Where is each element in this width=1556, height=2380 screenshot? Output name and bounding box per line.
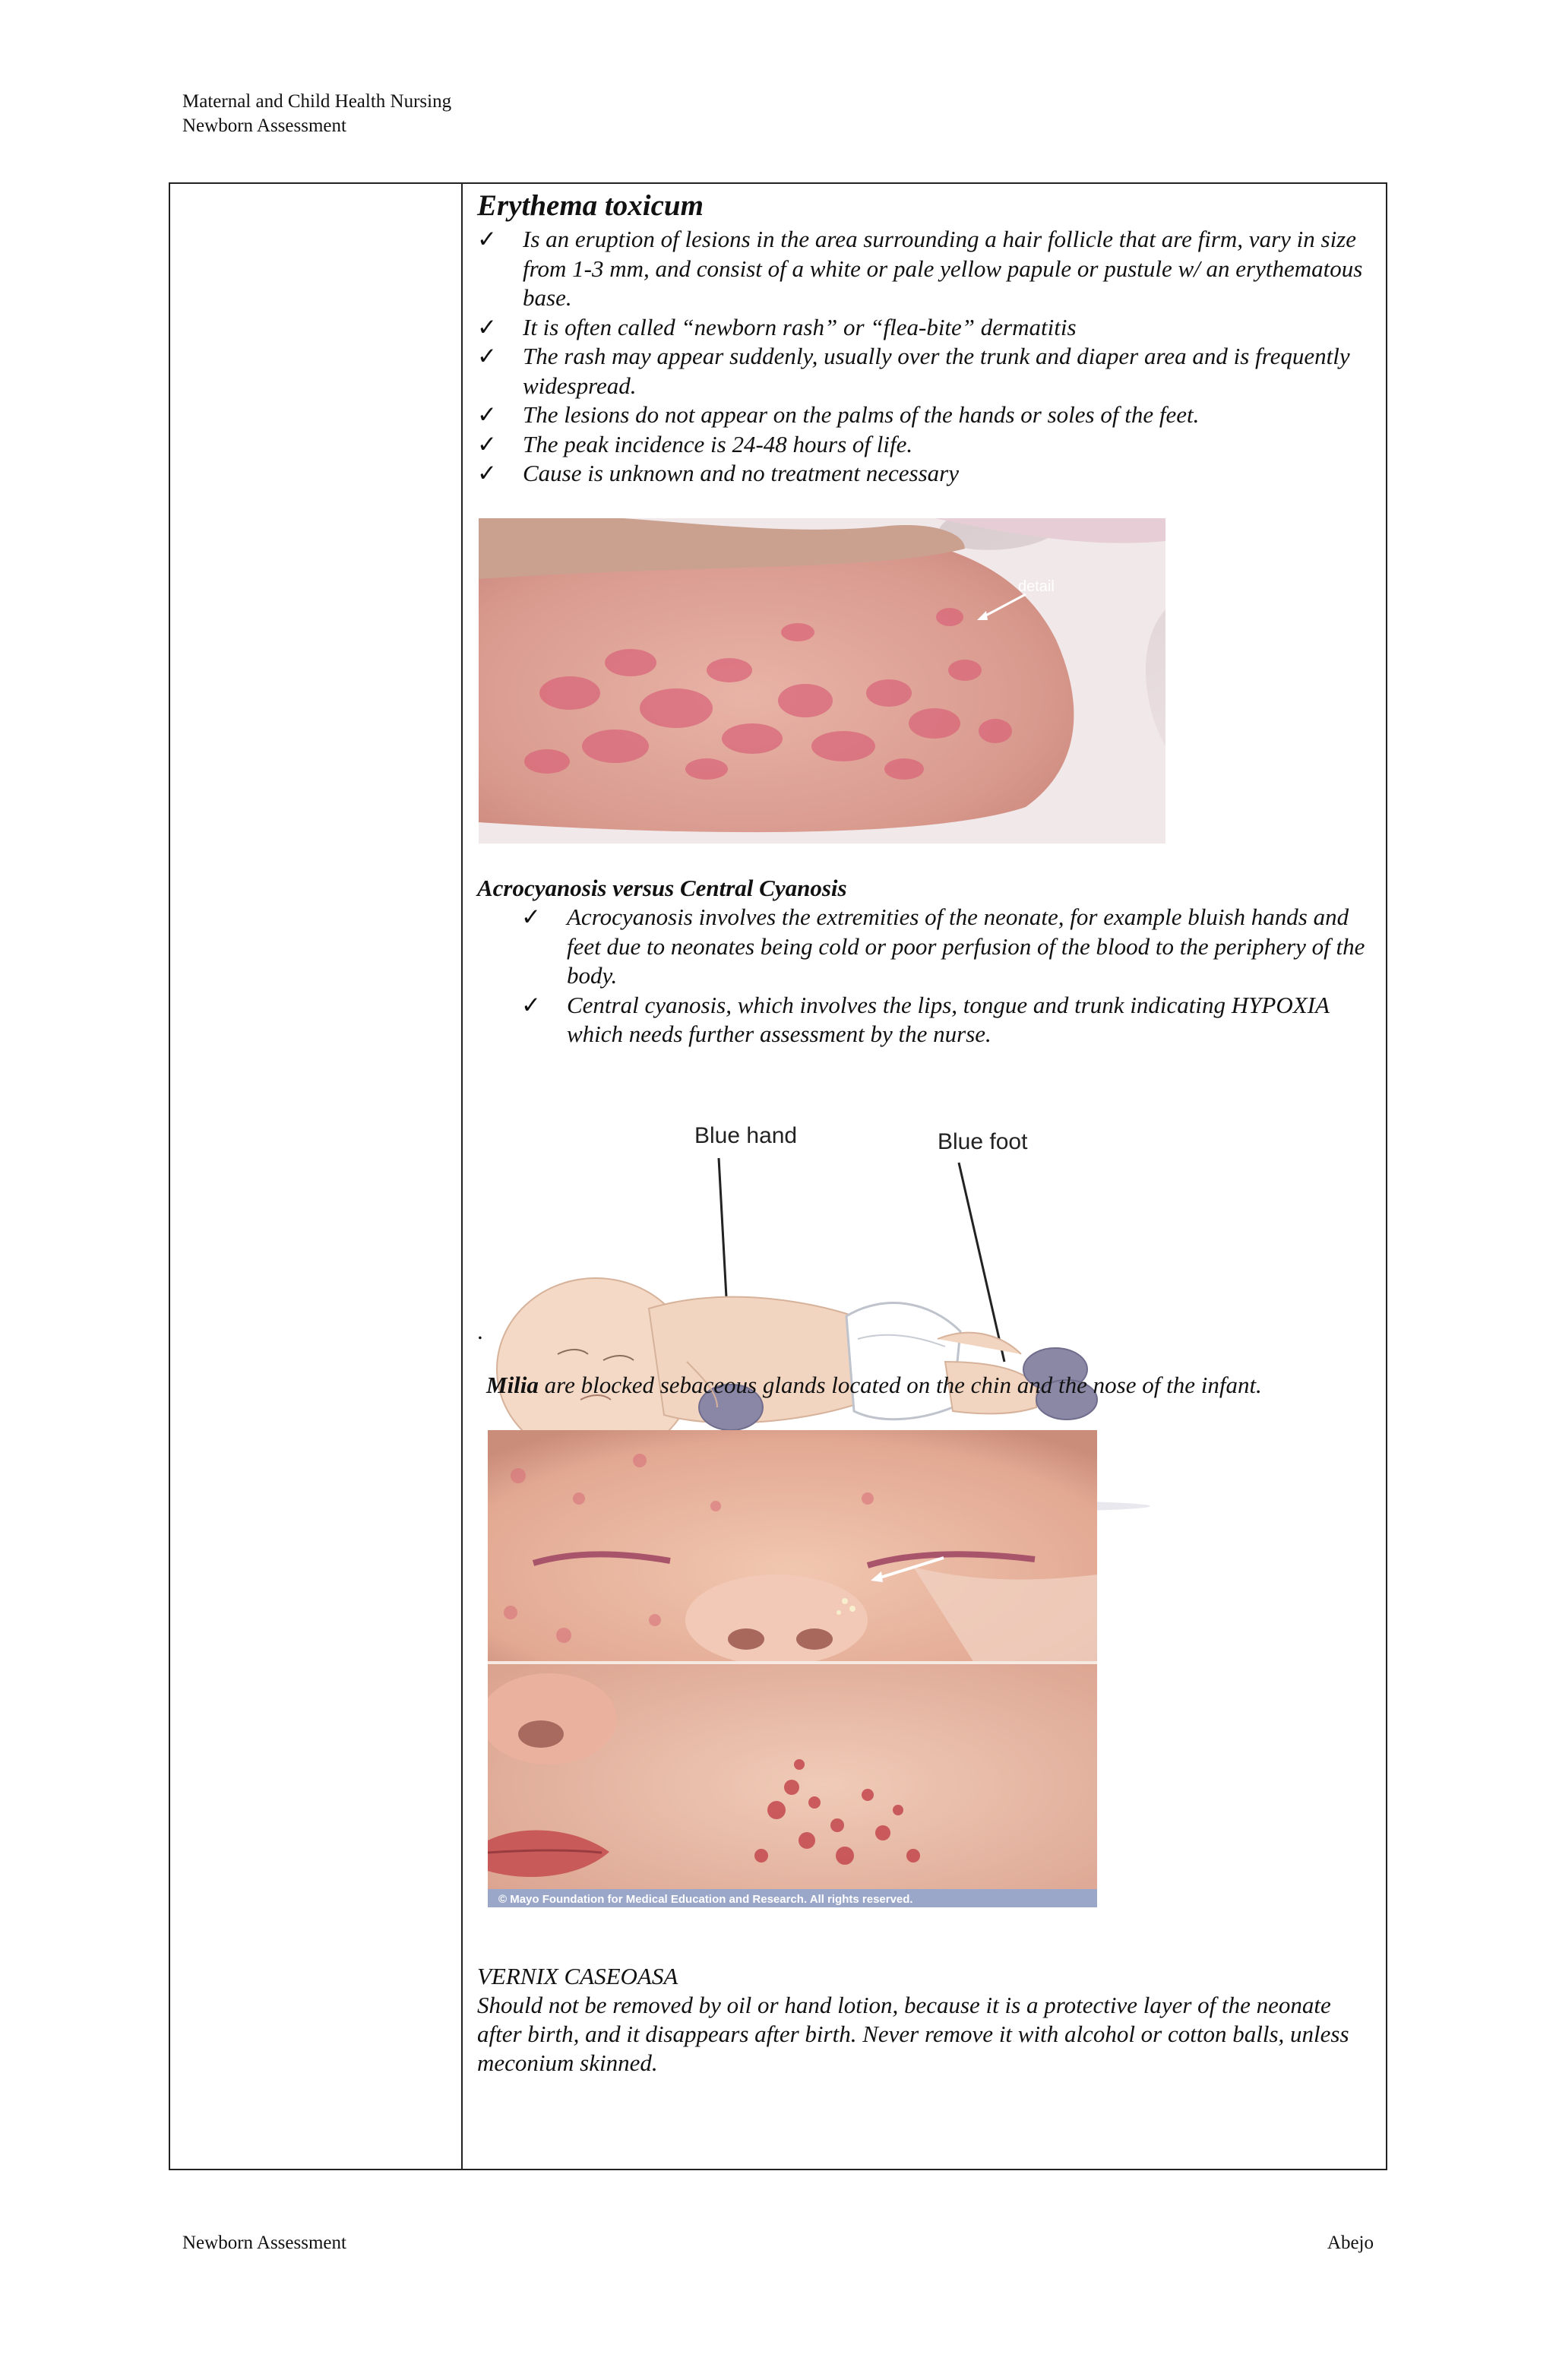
checkmark-icon: ✓ <box>521 991 541 1018</box>
list-item: ✓ The lesions do not appear on the palms of the hands or soles of the feet. <box>477 400 1374 430</box>
right-cell <box>477 188 1374 489</box>
checkmark-icon: ✓ <box>477 430 497 457</box>
checkmark-icon: ✓ <box>477 313 497 340</box>
checkmark-icon: ✓ <box>477 226 497 252</box>
label-blue-hand: Blue hand <box>694 1123 798 1148</box>
label-blue-foot: Blue foot <box>938 1129 1028 1154</box>
erythema-list <box>477 225 1374 489</box>
photo-credit: © Mayo Foundation for Medical Education and Research. All rights reserved. <box>498 1893 913 1906</box>
column-divider <box>461 184 463 2169</box>
milia-text <box>486 1371 1383 1400</box>
list-item: ✓ It is often called “newborn rash” or “flea-bite” dermatitis <box>477 313 1374 343</box>
vernix-heading: VERNIX CASEOASA <box>477 1963 678 1989</box>
checkmark-icon: ✓ <box>521 904 541 930</box>
header-topic: Newborn Assessment <box>182 116 346 136</box>
erythema-photo <box>479 518 1165 843</box>
list-item: ✓ Central cyanosis, which involves the lips, tongue and trunk indicating HYPOXIA which needs further assessment by the nurse. <box>521 991 1330 1047</box>
milia-photo <box>488 1430 1097 1907</box>
content-table <box>169 182 1387 2170</box>
header-course: Maternal and Child Health Nursing <box>182 91 452 112</box>
checkmark-icon: ✓ <box>477 460 497 486</box>
footer-left: Newborn Assessment <box>182 2233 346 2253</box>
acrocyanosis-section <box>477 874 1374 1049</box>
milia-term: Milia <box>486 1372 539 1398</box>
list-item: ✓ Is an eruption of lesions in the area surrounding a hair follicle that are firm, vary in size from 1-3 mm, and consist of a white or pale yellow papule or pustule w/ an erythematous base. <box>477 226 1363 311</box>
vernix-text: Should not be removed by oil or hand lotion, because it is a protective layer of the neonate after birth, and it disappears after birth. Never remove it with alcohol or cotton balls, unless meconium skinned. <box>477 1992 1349 2076</box>
page-header <box>182 90 451 138</box>
acrocyanosis-list <box>477 903 1374 1049</box>
photo-label-detail: detail <box>1018 578 1055 595</box>
list-item: ✓ Acrocyanosis involves the extremities of the neonate, for example bluish hands and feet due to neonates being cold or poor perfusion of the blood to the periphery of the body. <box>521 904 1365 989</box>
milia-description: are blocked sebaceous glands located on the chin and the nose of the infant. <box>538 1372 1262 1398</box>
list-item: ✓ The rash may appear suddenly, usually over the trunk and diaper area and is frequently widespread. <box>477 343 1350 399</box>
footer-right: Abejo <box>1327 2233 1374 2253</box>
list-item: ✓ Cause is unknown and no treatment necessary <box>477 459 1374 489</box>
checkmark-icon: ✓ <box>477 401 497 428</box>
vernix-section <box>477 1962 1374 2078</box>
list-item: ✓ The peak incidence is 24-48 hours of life. <box>477 430 1374 460</box>
stray-dot: . <box>477 1318 483 1344</box>
checkmark-icon: ✓ <box>477 343 497 369</box>
acrocyanosis-heading: Acrocyanosis versus Central Cyanosis <box>477 875 847 901</box>
erythema-title: Erythema toxicum <box>477 189 704 222</box>
